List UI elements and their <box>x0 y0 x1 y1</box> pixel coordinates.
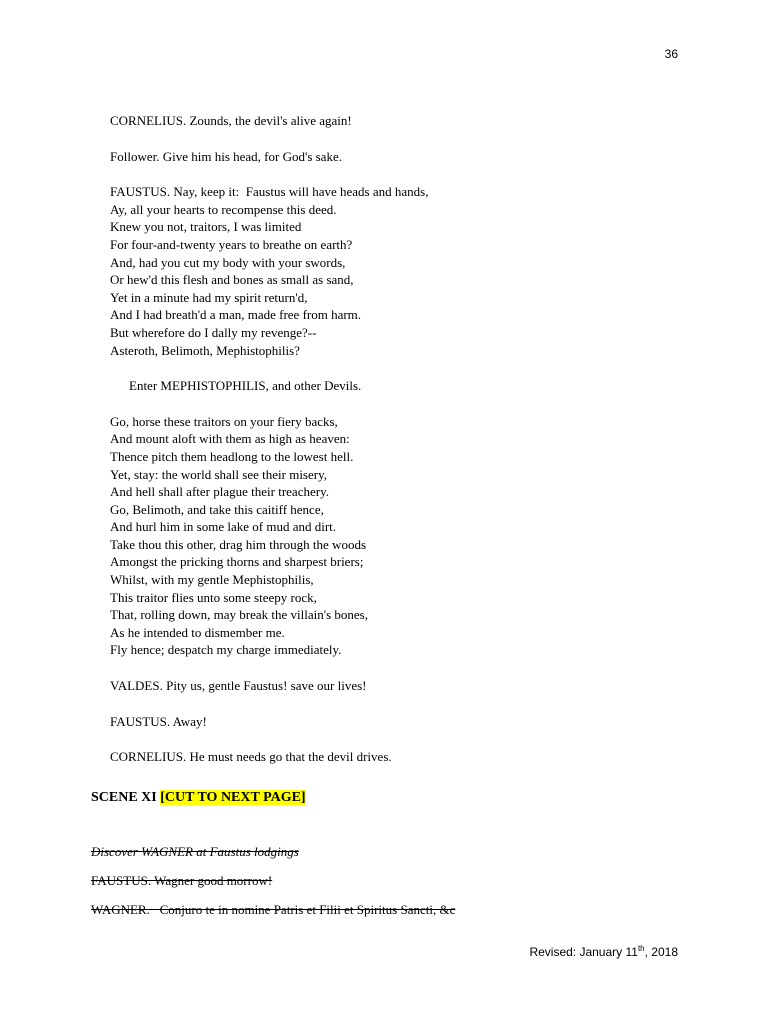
faustus-away-line: FAUSTUS. Away! <box>110 713 207 729</box>
faustus-speech <box>110 183 670 359</box>
verse-line: Amongst the pricking thorns and sharpest briers; <box>110 554 364 570</box>
verse-line: That, rolling down, may break the villain's bones, <box>110 607 368 623</box>
revision-footer <box>529 944 678 959</box>
verse-line: Yet in a minute had my spirit return'd, <box>110 289 308 305</box>
cornelius-line-2: CORNELIUS. He must needs go that the devil drives. <box>110 749 392 765</box>
verse-line: For four-and-twenty years to breathe on earth? <box>110 236 353 252</box>
cut-note: [CUT TO NEXT PAGE] <box>160 790 306 805</box>
verse-line: Asteroth, Belimoth, Mephistophilis? <box>110 342 300 358</box>
valdes-line: VALDES. Pity us, gentle Faustus! save our lives! <box>110 678 367 694</box>
verse-line: Knew you not, traitors, I was limited <box>110 219 302 235</box>
verse-line: Take thou this other, drag him through the woods <box>110 536 367 552</box>
follower-line: Follower. Give him his head, for God's sake. <box>110 148 342 164</box>
verse-line: Thence pitch them headlong to the lowest hell. <box>110 448 354 464</box>
verse-line: FAUSTUS. Nay, keep it: Faustus will have heads and hands, <box>110 184 429 200</box>
stage-direction: Enter MEPHISTOPHILIS, and other Devils. <box>129 378 362 394</box>
verse-line: And I had breath'd a man, made free from harm. <box>110 307 362 323</box>
verse-line: And, had you cut my body with your swords, <box>110 254 346 270</box>
struck-stage-direction: Discover WAGNER at Faustus lodgings <box>91 844 299 859</box>
scene-title: SCENE XI <box>91 790 157 805</box>
scene-heading <box>91 790 306 806</box>
struck-line: WAGNER. Conjuro te in nomine Patris et Filii et Spiritus Sancti, &c <box>91 902 456 917</box>
verse-line: This traitor flies unto some steepy rock, <box>110 589 317 605</box>
verse-line: As he intended to dismember me. <box>110 624 285 640</box>
verse-line: And hurl him in some lake of mud and dirt. <box>110 519 337 535</box>
verse-line: Or hew'd this flesh and bones as small as sand, <box>110 272 354 288</box>
faustus-speech-continued <box>110 413 670 659</box>
footer-label: Revised: January 11 <box>529 945 638 959</box>
verse-line: But wherefore do I dally my revenge?-- <box>110 324 317 340</box>
verse-line: Yet, stay: the world shall see their misery, <box>110 466 327 482</box>
verse-line: Ay, all your hearts to recompense this deed. <box>110 201 337 217</box>
script-body <box>110 112 670 766</box>
verse-line: Go, horse these traitors on your fiery backs, <box>110 413 338 429</box>
verse-line: And hell shall after plague their treachery. <box>110 484 329 500</box>
verse-line: Go, Belimoth, and take this caitiff hence, <box>110 501 324 517</box>
cornelius-line: CORNELIUS. Zounds, the devil's alive again! <box>110 113 352 128</box>
footer-year: , 2018 <box>644 945 678 959</box>
struck-line: FAUSTUS. Wagner good morrow! <box>91 873 273 888</box>
page-number: 36 <box>664 47 678 61</box>
verse-line: Fly hence; despatch my charge immediately. <box>110 642 342 658</box>
verse-line: And mount aloft with them as high as heaven: <box>110 431 350 447</box>
verse-line: Whilst, with my gentle Mephistophilis, <box>110 572 314 588</box>
footer-superscript: th <box>637 944 645 953</box>
